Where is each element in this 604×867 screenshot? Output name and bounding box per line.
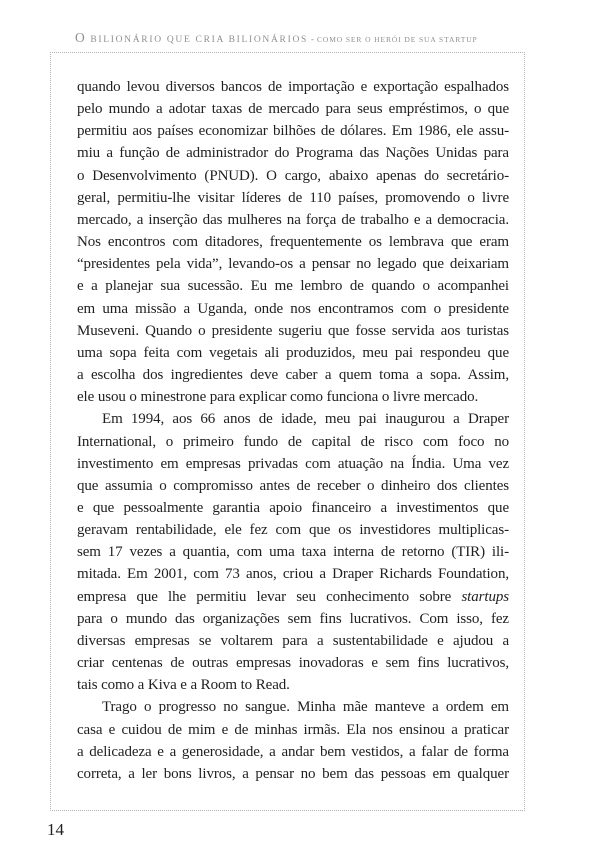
paragraph [77,408,509,696]
text-line: a escolha dos ingredientes deve caber a quem toma a sopa. Assim, [77,367,509,384]
header-title-initial: O [75,30,87,45]
running-header [75,31,478,47]
text-line: sem 17 vezes a quantia, com uma taxa interna de retorno (TIR) ili- [77,544,509,561]
text-line: em uma missão a Uganda, onde nos encontramos com o presidente [77,300,509,317]
text-line: uma sopa feita com vegetais ali produzidos, meu pai respondeu que [77,344,509,361]
text-line: e que pessoalmente garantia apoio financeiro a investimentos que [77,499,509,516]
page-number: 14 [47,820,64,839]
text-line: geravam rentabilidade, ele fez com que os investidores multiplicas- [77,522,509,539]
text-line: ele usou o minestrone para explicar como funciona o livre mercado. [77,389,479,406]
text-line: casa e cuidou de mim e de minhas irmãs. Ela nos ensinou a praticar [77,721,509,738]
text-line: Trago o progresso no sangue. Minha mãe manteve a ordem em [102,699,509,716]
text-line: mercado, a inserção das mulheres na força de trabalho e a democracia. [77,211,509,228]
text-line: Museveni. Quando o presidente sugeriu que fosse servida aos turistas [77,322,509,339]
text-line: e a planejar sua sucessão. Eu me lembro de quando o acompanhei [77,278,509,295]
text-line: diversas empresas se voltarem para a sustentabilidade e ajudou a [77,632,509,649]
text-line: correta, a ler bons livros, a pensar no bem das pessoas em qualquer [77,765,509,782]
text-line: quando levou diversos bancos de importação e exportação espalhados [77,79,509,95]
text-frame [50,52,525,811]
text-line: geral, permitiu-lhe visitar líderes de 110 países, promovendo o livre [77,189,509,206]
text-line: mitada. Em 2001, com 73 anos, criou a Draper Richards Foundation, [77,566,509,583]
text-line: para o mundo das organizações sem fins lucrativos. Com isso, fez [77,610,509,627]
header-subtitle: COMO SER O HERÓI DE SUA STARTUP [316,35,478,44]
text-line: Nos encontros com ditadores, frequentemente os lembrava que eram [77,234,509,251]
text-line: tais como a Kiva e a Room to Read. [77,677,290,694]
text-line: criar centenas de outras empresas inovadoras e sem fins lucrativos, [77,655,509,672]
text-line: miu a função de administrador do Programa das Nações Unidas para [77,145,509,162]
text-line: International, o primeiro fundo de capital de risco com foco no [77,433,509,450]
text-line: Em 1994, aos 66 anos de idade, meu pai inaugurou a Draper [102,411,509,428]
header-title: BILIONÁRIO QUE CRIA BILIONÁRIOS [90,35,308,45]
text-line: empresa que lhe permitiu levar seu conhecimento sobre startups [77,588,509,605]
header-separator: - [310,34,314,44]
text-line: “presidentes pela vida”, levando-os a pensar no legado que deixariam [77,256,509,273]
text-line: pelo mundo a adotar taxas de mercado para seus empréstimos, o que [77,101,509,118]
text-line: a delicadeza e a generosidade, a andar bem vestidos, a falar de forma [77,743,509,760]
paragraph [77,76,509,408]
text-line: que assumia o compromisso antes de receber o dinheiro dos clientes [77,477,509,494]
text-line: o Desenvolvimento (PNUD). O cargo, abaixo apenas do secretário- [77,167,509,184]
body-text [77,76,509,785]
text-line: permitiu aos países economizar bilhões de dólares. Em 1986, ele assu- [77,123,509,140]
paragraph [77,696,509,785]
text-line: investimento em empresas privadas com atuação na Índia. Uma vez [77,455,509,472]
